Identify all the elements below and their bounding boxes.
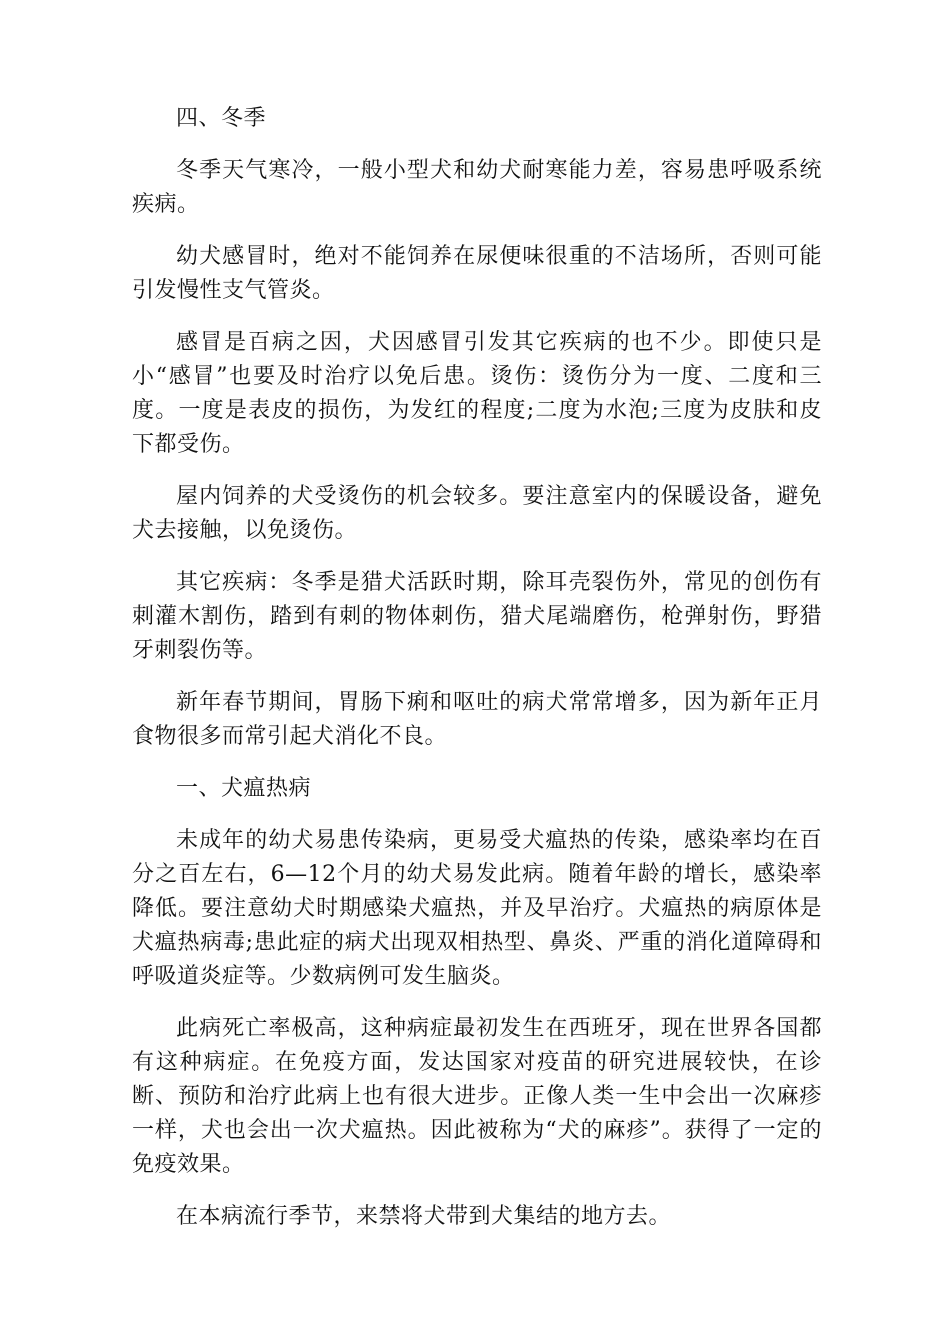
section-heading-winter: 四、冬季	[176, 106, 267, 131]
paragraph: 在本病流行季节，来禁将犬带到犬集结的地方去。	[176, 1204, 672, 1229]
section-heading-distemper: 一、犬瘟热病	[176, 776, 312, 801]
paragraph: 未成年的幼犬易患传染病，更易受犬瘟热的传染，感染率均在百分之百左右，6—12个月的幼犬易发此病。随着年龄的增长，感染率降低。要注意幼犬时期感染犬瘟热，并及早治疗。犬瘟热的病原体是犬瘟热病毒;患此症的病犬出现双相热型、鼻炎、严重的消化道障碍和呼吸道炎症等。少数病例可发生脑炎。	[132, 828, 822, 989]
paragraph: 新年春节期间，胃肠下痢和呕吐的病犬常常增多，因为新年正月食物很多而常引起犬消化不良。	[132, 690, 822, 749]
paragraph: 冬季天气寒冷，一般小型犬和幼犬耐寒能力差，容易患呼吸系统疾病。	[132, 158, 822, 217]
paragraph: 屋内饲养的犬受烫伤的机会较多。要注意室内的保暖设备，避免犬去接触，以免烫伤。	[132, 484, 822, 543]
paragraph: 幼犬感冒时，绝对不能饲养在尿便味很重的不洁场所，否则可能引发慢性支气管炎。	[132, 244, 822, 303]
document-page	[132, 102, 822, 1252]
paragraph: 其它疾病：冬季是猎犬活跃时期，除耳壳裂伤外，常见的创伤有刺灌木割伤，踏到有刺的物体刺伤，猎犬尾端磨伤，枪弹射伤，野猎牙刺裂伤等。	[132, 570, 822, 663]
paragraph: 感冒是百病之因，犬因感冒引发其它疾病的也不少。即使只是小“感冒”也要及时治疗以免后患。烫伤：烫伤分为一度、二度和三度。一度是表皮的损伤，为发红的程度;二度为水泡;三度为皮肤和皮下都受伤。	[132, 330, 822, 457]
paragraph: 此病死亡率极高，这种病症最初发生在西班牙，现在世界各国都有这种病症。在免疫方面，发达国家对疫苗的研究进展较快，在诊断、预防和治疗此病上也有很大进步。正像人类一生中会出一次麻疹一样，犬也会出一次犬瘟热。因此被称为“犬的麻疹”。获得了一定的免疫效果。	[132, 1016, 822, 1177]
